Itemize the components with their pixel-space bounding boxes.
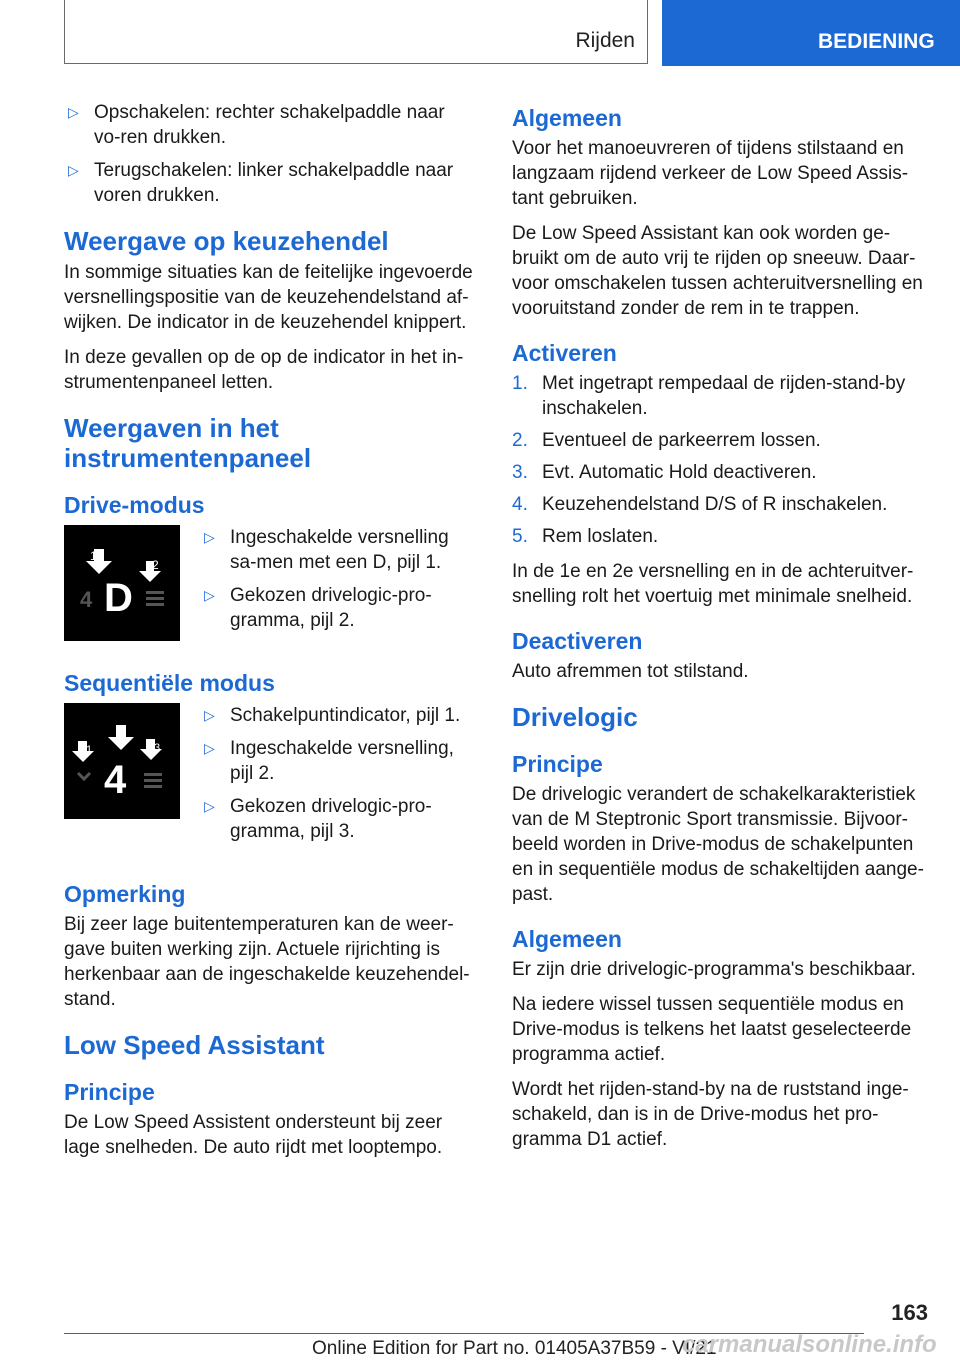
triangle-bullet-icon: ▷	[204, 707, 215, 723]
paragraph: Wordt het rijden-stand-by na de ruststand inge-schakeld, dan is in de Drive-modus het pro-gramma D1 actief.	[512, 1079, 909, 1150]
drive-modus-figure-row	[64, 525, 476, 651]
heading-instrumentenpaneel: Weergaven in het instrumentenpaneel	[64, 413, 312, 473]
activation-steps	[512, 371, 924, 549]
header-left-box	[64, 0, 648, 64]
heading-algemeen: Algemeen	[512, 926, 622, 952]
list-item: ▷ Gekozen drivelogic-pro-gramma, pijl 3.	[204, 796, 432, 842]
paragraph: Auto afremmen tot stilstand.	[512, 661, 749, 682]
triangle-bullet-icon: ▷	[204, 529, 215, 545]
drivelogic-bars-icon	[146, 591, 164, 606]
list-item: ▷ Terugschakelen: linker schakelpaddle naar voren drukken.	[68, 160, 454, 206]
svg-text:4: 4	[104, 758, 127, 802]
sequentiele-modus-figure-row	[64, 703, 476, 862]
paragraph: In deze gevallen op de op de indicator in het in-strumentenpaneel letten.	[64, 347, 464, 393]
list-item: 5. Rem loslaten.	[512, 526, 659, 547]
paragraph: Er zijn drie drivelogic-programma's beschikbaar.	[512, 959, 916, 980]
heading-opmerking: Opmerking	[64, 881, 186, 907]
list-item: 1. Met ingetrapt rempedaal de rijden-stand-by inschakelen.	[512, 373, 906, 419]
drivelogic-bars-icon	[144, 773, 162, 788]
heading-deactiveren: Deactiveren	[512, 628, 643, 654]
list-item: ▷ Gekozen drivelogic-pro-gramma, pijl 2.	[204, 585, 432, 631]
paragraph: De Low Speed Assistant kan ook worden ge-bruikt om de auto vrij te rijden op sneeuw. Daar-voor omschakelen tussen achteruitversnelling en vooruitstand zonder de rem in te trappen.	[512, 223, 923, 319]
svg-text:D: D	[104, 576, 133, 620]
heading-principe: Principe	[512, 751, 603, 777]
right-column	[512, 100, 924, 1162]
drive-bullets	[200, 525, 476, 641]
header-chapter-tab	[662, 0, 960, 66]
left-column	[64, 100, 476, 1170]
triangle-bullet-icon: ▷	[204, 798, 215, 814]
paragraph: In de 1e en 2e versnelling en in de achteruitver-snelling rolt het voertuig met minimale snelheid.	[512, 561, 914, 607]
paragraph: De Low Speed Assistent ondersteunt bij zeer lage snelheden. De auto rijdt met looptempo.	[64, 1112, 443, 1158]
watermark: carmanualsonline.info	[682, 1331, 937, 1358]
heading-algemeen: Algemeen	[512, 105, 622, 131]
paragraph: De drivelogic verandert de schakelkarakteristiek van de M Steptronic Sport transmissie. Bijvoor-beeld worden in Drive-modus de schakelpunten en in sequentiële modus de schakeltijden aange-past.	[512, 784, 924, 905]
list-item: 4. Keuzehendelstand D/S of R inschakelen.	[512, 494, 888, 515]
header-chapter-label: BEDIENING	[818, 30, 935, 53]
shift-bullets	[64, 100, 476, 208]
svg-text:2: 2	[152, 558, 159, 572]
seq-bullets	[200, 703, 476, 852]
triangle-bullet-icon: ▷	[204, 740, 215, 756]
heading-sequentiele-modus: Sequentiële modus	[64, 670, 275, 696]
paragraph: In sommige situaties kan de feitelijke ingevoerde versnellingspositie van de keuzehendelstand af-wijken. De indicator in de keuzehendel knippert.	[64, 262, 473, 333]
drive-modus-display-image	[64, 525, 180, 641]
heading-drivelogic: Drivelogic	[512, 702, 638, 732]
svg-text:4: 4	[80, 587, 93, 612]
heading-weergave: Weergave op keuzehendel	[64, 226, 389, 256]
heading-low-speed-assistant: Low Speed Assistant	[64, 1030, 325, 1060]
svg-text:1: 1	[90, 549, 97, 563]
svg-text:1: 1	[86, 744, 93, 756]
list-item: 3. Evt. Automatic Hold deactiveren.	[512, 462, 817, 483]
heading-drive-modus: Drive-modus	[64, 492, 205, 518]
paragraph: Na iedere wissel tussen sequentiële modus en Drive-modus is telkens het laatst geselecteerde programma actief.	[512, 994, 912, 1065]
svg-text:3: 3	[154, 742, 161, 754]
list-item: ▷ Ingeschakelde versnelling sa-men met een D, pijl 1.	[204, 527, 449, 573]
paragraph: Voor het manoeuvreren of tijdens stilstaand en langzaam rijdend verkeer de Low Speed Assis-tant gebruiken.	[512, 138, 909, 209]
list-item: 2. Eventueel de parkeerrem lossen.	[512, 430, 821, 451]
list-item: ▷ Opschakelen: rechter schakelpaddle naar vo-ren drukken.	[68, 102, 445, 148]
heading-principe: Principe	[64, 1079, 155, 1105]
list-item: ▷ Ingeschakelde versnelling, pijl 2.	[204, 738, 454, 784]
sequentiele-modus-display-image	[64, 703, 180, 819]
page-number: 163	[891, 1300, 928, 1325]
paragraph: Bij zeer lage buitentemperaturen kan de weer-gave buiten werking zijn. Actuele rijrichting is herkenbaar aan de ingeschakelde keuzehendel-stand.	[64, 914, 470, 1010]
triangle-bullet-icon: ▷	[68, 162, 79, 178]
triangle-bullet-icon: ▷	[204, 587, 215, 603]
footer-edition: Online Edition for Part no. 01405A37B59 - VI/21	[312, 1338, 717, 1359]
svg-text:2: 2	[119, 727, 126, 739]
heading-activeren: Activeren	[512, 340, 617, 366]
list-item: ▷ Schakelpuntindicator, pijl 1.	[204, 705, 461, 726]
header-section-label: Rijden	[575, 29, 635, 52]
triangle-bullet-icon: ▷	[68, 104, 79, 120]
